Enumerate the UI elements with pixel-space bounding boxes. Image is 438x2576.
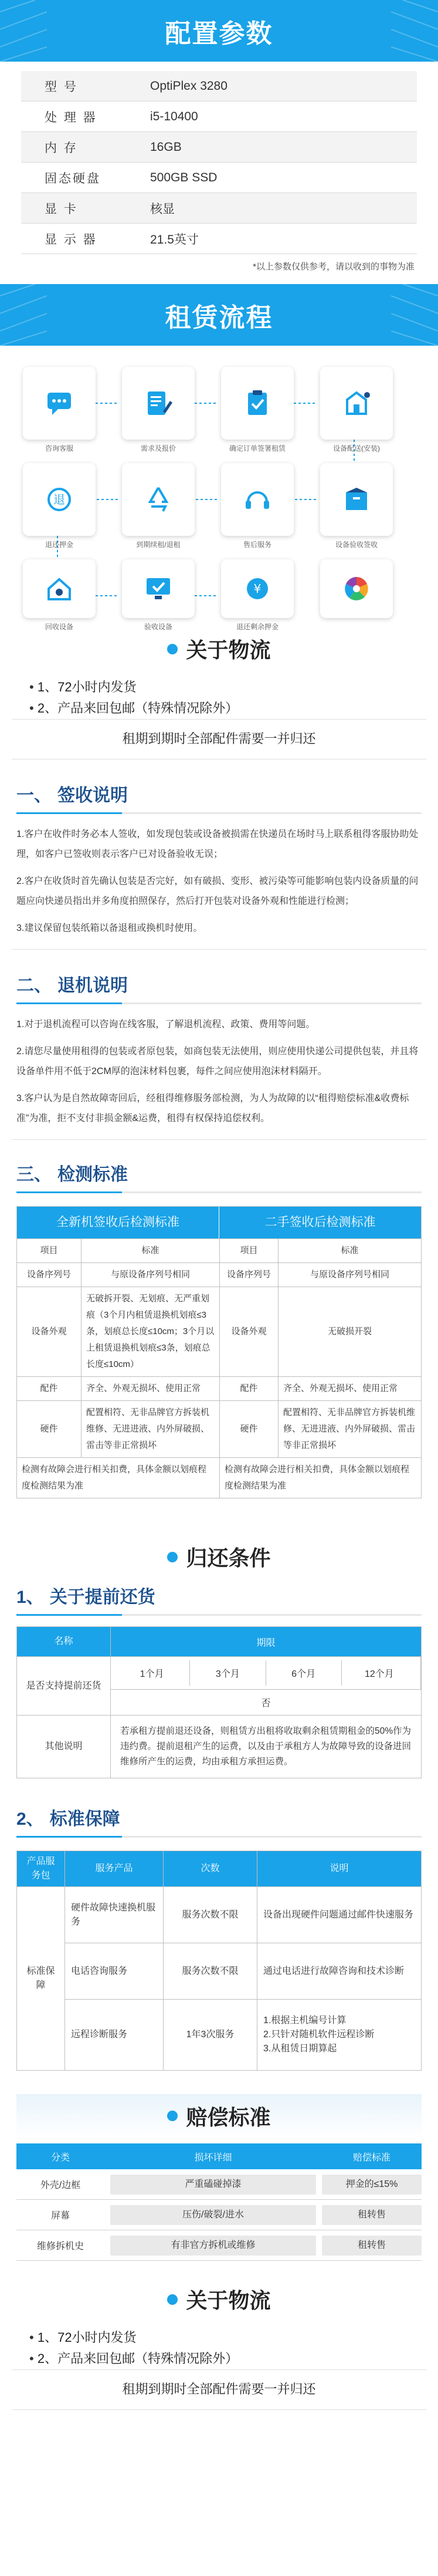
table-cell: 损坏详细: [194, 2152, 232, 2163]
config-value: 500GB SSD: [150, 170, 218, 184]
table-cell: 是否支持提前还货: [17, 1657, 111, 1715]
decorative-stripes-icon: [391, 284, 438, 346]
coin-icon: [242, 573, 273, 604]
chat-icon: [44, 388, 74, 418]
svg-text:¥: ¥: [253, 582, 262, 596]
table-cell: 检测有故障会进行相关扣费，具体金额以划痕程度检测结果为准: [17, 1458, 220, 1498]
title-underline: [16, 1614, 422, 1616]
flow-step-label: 咨询客服: [45, 444, 73, 453]
table-cell: 标准: [82, 1239, 220, 1262]
signing-section: [0, 759, 438, 950]
decorative-stripes-icon: [0, 284, 47, 346]
table-cell: 否: [261, 1699, 271, 1709]
table-cell: 项目: [220, 1239, 279, 1262]
flow-step-acceptance: [318, 463, 395, 549]
title-underline: [16, 1836, 422, 1838]
color-wheel-logo-icon: [341, 573, 372, 604]
flow-step-label: 退还押金: [45, 541, 73, 549]
table-cell: 标准: [341, 1245, 359, 1255]
headset-icon: [242, 484, 273, 515]
compensation-section: [0, 2071, 438, 2261]
table-row: [65, 2000, 421, 2070]
table-cell: 配件: [220, 1377, 279, 1400]
return-policy-paragraph: 1.对于退机流程可以咨询在线客服，了解退机流程、政策、费用等问题。: [16, 1019, 315, 1029]
table-row: [65, 1943, 421, 2000]
table-cell: 分类: [50, 2152, 70, 2163]
flow-step-label: 设备配送(安装): [333, 444, 380, 453]
flow-step-label: 确定订单签署租赁: [229, 444, 286, 453]
early-return-title: 1、 关于提前还货: [16, 1588, 155, 1607]
table-cell: 远程诊断服务: [65, 2000, 164, 2070]
return-policy-text: [0, 1004, 438, 1129]
table-cell: 维修拆机史: [36, 2241, 84, 2251]
table-header: [16, 2143, 422, 2169]
guarantee-title: 2、 标准保障: [16, 1809, 120, 1829]
flow-step-refund: [21, 463, 97, 549]
logistics-item: • 2、产品来回包邮（特殊情况除外）: [29, 698, 409, 719]
bullet-dot-icon: [167, 2111, 178, 2121]
table-row: [16, 2200, 422, 2230]
used-machine-header: 二手签收后检测标准: [219, 1207, 421, 1238]
config-value: i5-10400: [150, 109, 198, 123]
flow-step-order: [219, 367, 296, 453]
table-cell: 赔偿标准: [352, 2152, 391, 2163]
table-cell: 硬件故障快速换机服务: [65, 1887, 164, 1943]
divider: [12, 2409, 426, 2410]
table-cell: 屏幕: [50, 2211, 70, 2221]
return-policy-paragraph: 3.客户认为是自然故障寄回后，经租得维修服务部检测，为人为故障的以“租得赔偿标准&收费标准”为准，拒不支付非损金额&运费，租得有权保持追偿权利。: [16, 1093, 409, 1123]
flow-step-label: 回收设备: [45, 623, 73, 631]
logistics-section: [0, 610, 438, 759]
return-note: 租期到期时全部配件需要一并归还: [122, 2382, 316, 2396]
table-cell: 压伤/破裂/进水: [110, 2205, 316, 2225]
bullet-dot-icon: [167, 644, 178, 654]
flow-step-final-refund: [219, 559, 296, 631]
config-key: 内 存: [45, 141, 78, 155]
config-row: [21, 71, 417, 102]
config-value: OptiPlex 3280: [150, 79, 228, 93]
logistics-item: • 1、72小时内发货: [29, 2327, 409, 2348]
signing-paragraph: 3.建议保留包装纸箱以备退租或换机时使用。: [16, 923, 203, 933]
flow-step-quote: [120, 367, 196, 453]
flow-step-delivery: [318, 367, 395, 453]
config-title: 配置参数: [165, 19, 273, 48]
config-header: [0, 0, 438, 62]
flow-step-inspect: [120, 559, 196, 631]
table-cell: 12个月: [364, 1669, 394, 1679]
title-underline: [16, 1191, 422, 1193]
table-cell: 严重磕碰掉漆: [110, 2175, 316, 2195]
config-row: [21, 163, 417, 193]
return-policy-title: 二、 退机说明: [16, 976, 128, 995]
config-key: 型 号: [45, 80, 78, 94]
table-cell: 配置相符、无非品牌官方拆装机维修、无进进液、内外屏破损、雷击等非正常损坏: [283, 1407, 416, 1450]
table-row: [17, 1657, 421, 1716]
logistics-title: 关于物流: [0, 2284, 438, 2314]
flow-step-consult: [21, 367, 97, 453]
tree-network-icon: [341, 388, 372, 418]
early-return-table: [16, 1626, 422, 1778]
table-cell: 硬件: [17, 1401, 82, 1457]
table-cell: 通过电话进行故障咨询和技术诊断: [263, 1966, 405, 1976]
table-cell: 无破拆开裂、无划痕、无严重划痕（3个月内租赁退换机划痕≤3条，划痕总长度≤10cm；3个月以上租赁退换机划痕≤3条，划痕总长度≤10cm）: [82, 1287, 220, 1376]
flow-diagram: [21, 367, 417, 631]
table-cell: 若承租方提前退还设备，则租赁方出租将收取剩余租赁期租金的50%作为违约费。提前退租产生的运费，以及由于承租方人为故障导致的设备进回维修所产生的运费，均由承租方承担运费。: [120, 1726, 412, 1767]
table-cell: 产品服务包: [17, 1851, 65, 1886]
clipboard-check-icon: [242, 388, 273, 418]
config-value: 16GB: [150, 140, 182, 154]
svg-text:退: 退: [53, 492, 65, 507]
table-cell: 齐全、外观无损坏、使用正常: [283, 1383, 398, 1393]
table-cell: 检测有故障会进行相关扣费，具体金额以划痕程度检测结果为准: [225, 1464, 410, 1491]
decorative-stripes-icon: [0, 0, 47, 62]
table-cell: 设备出现硬件问题通过邮件快速服务: [263, 1909, 414, 1920]
compensation-table: [16, 2143, 422, 2261]
table-cell: 与原设备序列号相同: [82, 1263, 220, 1287]
table-cell: 与原设备序列号相同: [310, 1270, 389, 1279]
flow-step-renew: [120, 463, 196, 549]
bullet-dot-icon: [167, 1552, 178, 1562]
table-row: [17, 1458, 421, 1498]
table-cell: 无破损开裂: [327, 1326, 372, 1336]
inspection-section: [0, 1140, 438, 1498]
logistics-list: [0, 2314, 438, 2369]
return-policy-paragraph: 2.请您尽量使用租得的包装或者原包装，如商包装无法使用，则应使用快递公司提供包装，并且将设备单件用不低于2CM厚的泡沫材料包裹，每件之间应使用泡沫材料隔开。: [16, 1046, 419, 1076]
flow-title: 租赁流程: [165, 303, 273, 332]
table-row: [17, 1263, 421, 1287]
flow-header: [0, 284, 438, 346]
table-cell: 名称: [17, 1627, 111, 1656]
table-row: [17, 1716, 421, 1778]
table-cell: 押金的≤15%: [322, 2175, 422, 2195]
logistics-title: 关于物流: [0, 634, 438, 664]
flow-logo: [318, 559, 395, 618]
box-icon: [341, 484, 372, 515]
table-cell: 设备序列号: [17, 1263, 82, 1287]
flow-step-label: 设备验收签收: [335, 541, 378, 549]
table-cell: 标准保障: [17, 1887, 65, 2070]
table-cell: 服务次数不限: [164, 1943, 257, 1999]
logistics-item: • 2、产品来回包邮（特殊情况除外）: [29, 2348, 409, 2369]
table-row: [65, 1887, 421, 1943]
flow-step-label: 退还剩余押金: [236, 623, 279, 631]
table-cell: 配置相符、无非品牌官方拆装机维修、无进进液、内外屏破损、雷击等非正常损坏: [82, 1401, 220, 1457]
table-cell: 设备序列号: [220, 1263, 279, 1287]
table-cell: 1年3次服务: [164, 2000, 257, 2070]
table-row: [16, 2230, 422, 2261]
logistics-list: [0, 664, 438, 719]
table-cell: 期限: [111, 1627, 421, 1656]
table-cell: 租转售: [322, 2205, 422, 2225]
return-conditions-title: 归还条件: [0, 1542, 438, 1572]
new-machine-header: 全新机签收后检测标准: [17, 1207, 219, 1238]
table-row: [17, 1377, 421, 1401]
flow-step-aftersales: [219, 463, 296, 549]
table-cell: 电话咨询服务: [65, 1943, 164, 1999]
table-cell: 外壳/边框: [40, 2180, 81, 2190]
return-note: 租期到期时全部配件需要一并归还: [122, 731, 316, 746]
table-cell: 设备外观: [220, 1287, 279, 1376]
config-note: *以上参数仅供参考，请以收到的事物为准: [253, 262, 415, 272]
table-header: [17, 1851, 421, 1887]
inspection-title: 三、 检测标准: [16, 1165, 128, 1184]
config-row: [21, 224, 417, 254]
table-row: [17, 1239, 421, 1263]
table-cell: 服务次数不限: [164, 1887, 257, 1943]
flow-step-recycle: [21, 559, 97, 631]
signing-text: [0, 814, 438, 938]
config-row: [21, 102, 417, 132]
table-cell: 服务产品: [65, 1851, 164, 1886]
flow-step-label: 售后服务: [243, 541, 271, 549]
table-cell: 硬件: [220, 1401, 279, 1457]
table-cell: 次数: [164, 1851, 257, 1886]
guarantee-section: [0, 1778, 438, 2071]
config-key: 显 示 器: [45, 232, 97, 247]
table-cell: 配件: [17, 1377, 82, 1400]
house-recycle-icon: [44, 573, 74, 604]
config-key: 显 卡: [45, 202, 78, 216]
config-table: [0, 62, 438, 284]
recycle-icon: [143, 484, 174, 515]
table-cell: 有非官方拆机或维修: [110, 2236, 316, 2256]
table-header: [17, 1627, 421, 1657]
config-key: 处 理 器: [45, 110, 97, 124]
table-cell: 其他说明: [17, 1716, 111, 1778]
flow-step-label: 到期续租/退租: [136, 541, 181, 549]
config-row: [21, 193, 417, 224]
decorative-stripes-icon: [391, 0, 438, 62]
table-cell: 租转售: [322, 2236, 422, 2256]
table-row: [17, 1287, 421, 1377]
guarantee-table: [16, 1851, 422, 2071]
signing-paragraph: 2.客户在收货时首先确认包装是否完好，如有破损、变形、被污染等可能影响包装内设备质量的问题应向快递员指出并多角度拍照保存，然后打开包装对设备外观和性能进行检测；: [16, 876, 419, 906]
document-pen-icon: [143, 388, 174, 418]
logistics-item: • 1、72小时内发货: [29, 677, 409, 698]
table-cell: 齐全、外观无损坏、使用正常: [82, 1377, 220, 1400]
signing-paragraph: 1.客户在收件时务必本人签收，如发现包装或设备被损需在快递员在场时马上联系租得客服协助处理，如客户已签收则表示客户已对设备验收无误；: [16, 829, 419, 859]
return-policy-section: [0, 950, 438, 1140]
inspection-table: [16, 1206, 422, 1498]
table-cell: 设备外观: [17, 1287, 82, 1376]
flow-step-label: 验收设备: [144, 623, 172, 631]
bullet-dot-icon: [167, 2294, 178, 2305]
logistics-section-bottom: [0, 2261, 438, 2410]
table-cell: 1.根据主机编号计算 2.只针对随机软件远程诊断 3.从租赁日期算起: [263, 2015, 375, 2054]
config-value: 核显: [150, 202, 175, 216]
compensation-title: 赔偿标准: [16, 2094, 422, 2138]
config-value: 21.5英寸: [150, 232, 199, 247]
table-row: [16, 2169, 422, 2200]
table-cell: 项目: [17, 1239, 82, 1262]
return-deposit-icon: [44, 484, 74, 515]
monitor-check-icon: [143, 573, 174, 604]
table-cell: 说明: [257, 1851, 421, 1886]
inspection-table-header: [17, 1207, 421, 1239]
config-row: [21, 132, 417, 163]
flow-step-label: 需求及报价: [140, 444, 176, 453]
table-cell: 3个月: [190, 1660, 266, 1686]
table-cell: 6个月: [266, 1660, 342, 1686]
signing-title: 一、 签收说明: [16, 786, 128, 805]
return-conditions-section: [0, 1498, 438, 1778]
table-row: [17, 1401, 421, 1458]
config-key: 固态硬盘: [45, 171, 101, 185]
table-cell: 1个月: [114, 1660, 190, 1686]
